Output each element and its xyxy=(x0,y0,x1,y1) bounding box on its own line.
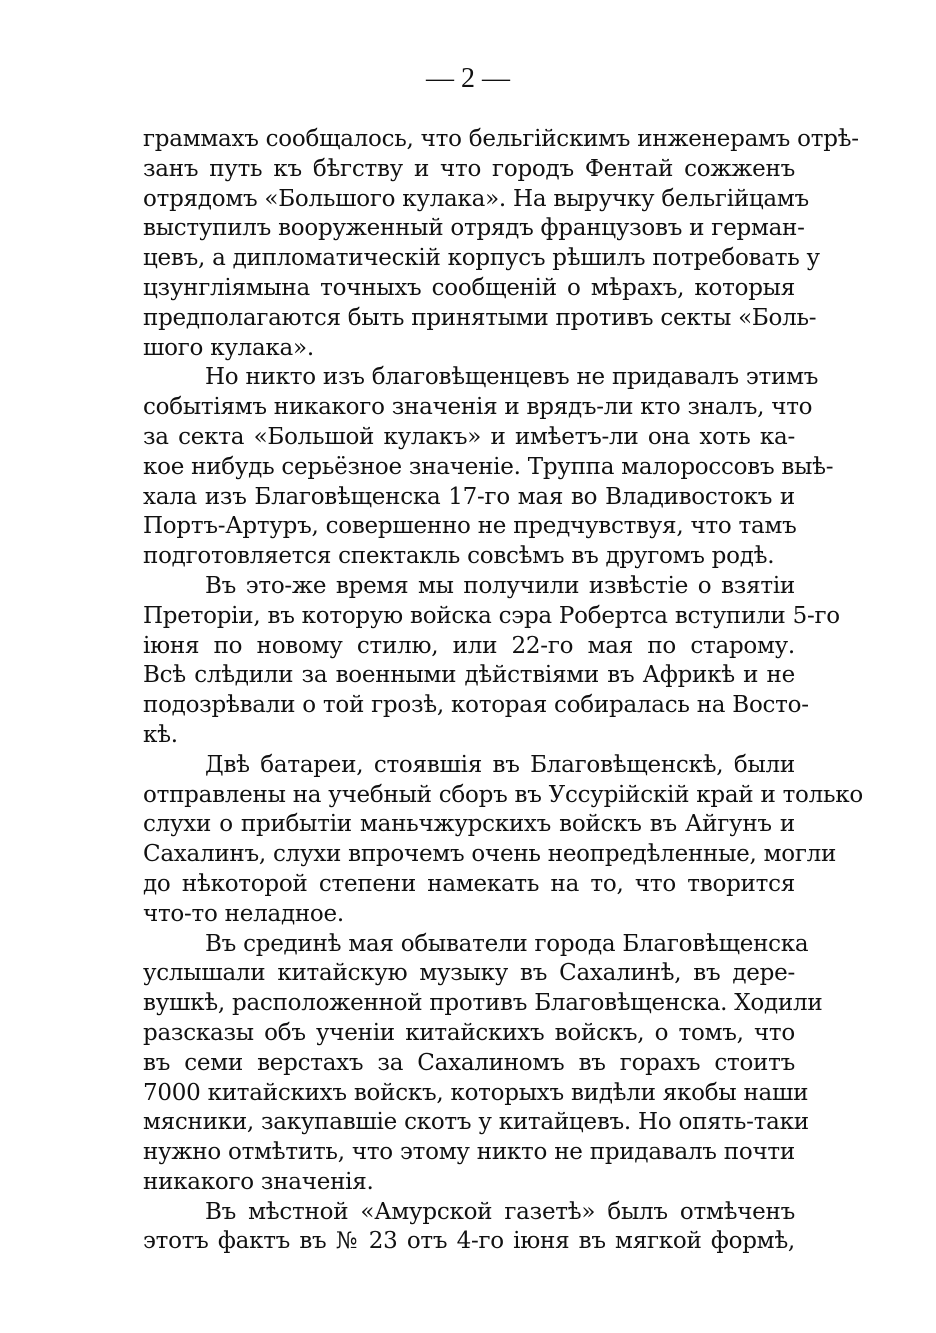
text-line: вушкѣ, расположенной противъ Благовѣщенска. Ходили xyxy=(143,990,823,1017)
text-line: подозрѣвали о той грозѣ, которая собиралась на Восто- xyxy=(143,692,809,719)
text-line: разсказы объ ученiи китайскихъ войскъ, о томъ, что xyxy=(143,1019,795,1046)
text-line: 7000 китайскихъ войскъ, которыхъ видѣли якобы наши xyxy=(143,1079,809,1106)
text-line: никакого значенiя. xyxy=(143,1168,374,1195)
text-line: въ семи верстахъ за Сахалиномъ въ горахъ стоитъ xyxy=(143,1049,795,1076)
text-line: что-то неладное. xyxy=(143,900,344,927)
text-line: предполагаются быть принятыми противъ секты «Боль- xyxy=(143,304,817,331)
text-line: кѣ. xyxy=(143,721,178,748)
text-line: услышали китайскую музыку въ Сахалинѣ, въ дере- xyxy=(143,960,795,987)
text-line: событiямъ никакого значенiя и врядъ-ли кто зналъ, что xyxy=(143,394,813,421)
text-line: за секта «Большой кулакъ» и имѣетъ-ли она хоть ка- xyxy=(143,423,795,450)
text-line: Но никто изъ благовѣщенцевъ не придавалъ этимъ xyxy=(205,364,819,391)
text-line: цевъ, а дипломатическiй корпусъ рѣшилъ потребовать у xyxy=(143,245,820,272)
text-line: хала изъ Благовѣщенска 17-го мая во Владивостокъ и xyxy=(143,483,795,510)
text-line: кое нибудь серьёзное значенiе. Труппа малороссовъ выѣ- xyxy=(143,453,834,480)
text-line: нужно отмѣтить, что этому никто не придавалъ почти xyxy=(143,1139,795,1166)
text-line: выступилъ вооруженный отрядъ французовъ и герман- xyxy=(143,215,805,242)
text-line: Преторiи, въ которую войска сэра Робертса вступили 5-го xyxy=(143,602,840,629)
text-line: Въ мѣстной «Амурской газетѣ» былъ отмѣченъ xyxy=(205,1198,795,1225)
text-line: Въ это-же время мы получили извѣстiе о взятiи xyxy=(205,572,795,599)
text-line: мясники, закупавшiе скотъ у китайцевъ. Но опять-таки xyxy=(143,1109,809,1136)
body-text xyxy=(143,125,864,1257)
text-line: отрядомъ «Большого кулака». На выручку бельгiйцамъ xyxy=(143,185,809,212)
text-line: Всѣ слѣдили за военными дѣйствiями въ Африкѣ и не xyxy=(143,662,795,689)
page-number: — 2 — xyxy=(426,63,510,94)
text-line: этотъ фактъ въ № 23 отъ 4-го iюня въ мягкой формѣ, xyxy=(143,1228,795,1255)
text-line: подготовляется спектакль совсѣмъ въ другомъ родѣ. xyxy=(143,543,775,570)
text-line: занъ путь къ бѣгству и что городъ Фентай сожженъ xyxy=(143,155,795,182)
text-line: iюня по новому стилю, или 22-го мая по старому. xyxy=(143,632,795,659)
text-line: шого кулака». xyxy=(143,334,314,361)
text-line: граммахъ сообщалось, что бельгiйскимъ инженерамъ отрѣ- xyxy=(143,126,859,152)
text-line: слухи о прибытiи маньчжурскихъ войскъ въ Айгунъ и xyxy=(143,811,795,838)
text-line: Въ срединѣ мая обыватели города Благовѣщенска xyxy=(205,930,809,957)
text-line: Портъ-Артуръ, совершенно не предчувствуя, что тамъ xyxy=(143,513,797,540)
text-line: Сахалинъ, слухи впрочемъ очень неопредѣленные, могли xyxy=(143,841,837,868)
text-line: до нѣкоторой степени намекать на то, что творится xyxy=(143,870,795,897)
text-line: отправлены на учебный сборъ въ Уссурiйскiй край и только xyxy=(143,781,864,808)
text-line: цзунглiямына точныхъ сообщенiй о мѣрахъ, которыя xyxy=(143,274,795,301)
text-line: Двѣ батареи, стоявшiя въ Благовѣщенскѣ, были xyxy=(205,751,795,778)
